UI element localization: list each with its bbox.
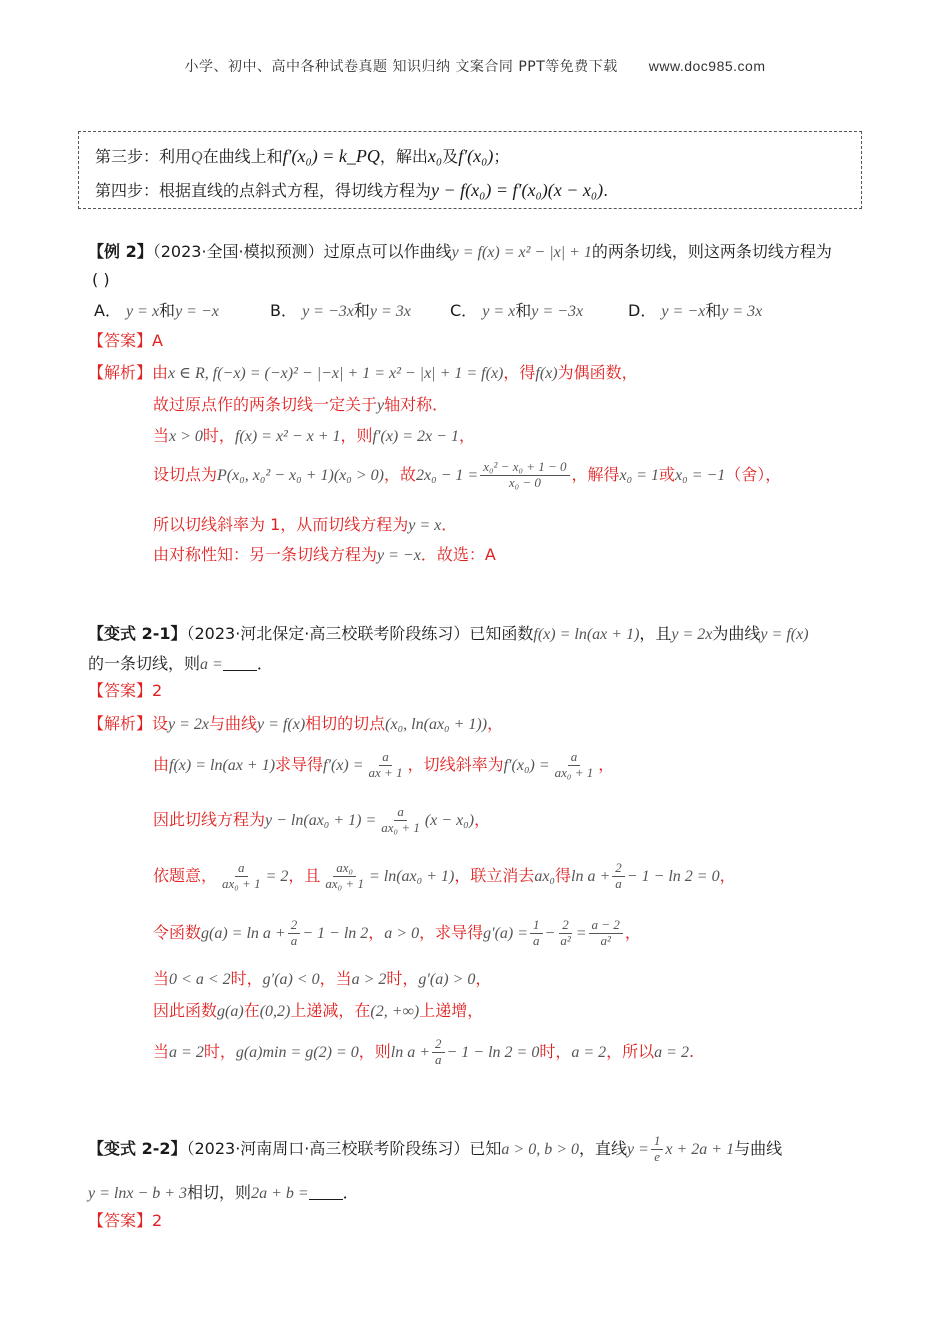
fraction: $\frac{a}{\text{ax₀ + 1}}$: [222, 860, 261, 891]
example2-answer: 【答案】A: [88, 331, 163, 350]
fraction: $\frac{1}{e}$: [651, 1134, 664, 1165]
variant21-analysis-8: 当a = 2时，g(a)min = g(2) = 0，则ln a + $\frac{2}{a}$ − 1 − ln 2 = 0时，a = 2，所以a = 2.: [153, 1036, 695, 1067]
example2-question: 【例 2】（2023·全国·模拟预测）过原点可以作曲线y = f(x) = x² − |x| + 1的两条切线，则这两条切线方程为: [88, 242, 832, 261]
header-site[interactable]: www.doc985.com: [648, 58, 766, 74]
variant22-question-2: y = lnx − b + 3相切，则2a + b = ．: [88, 1183, 359, 1202]
steps-box: [78, 131, 862, 209]
example2-analysis-2: 故过原点作的两条切线一定关于y轴对称．: [153, 395, 449, 414]
option-c[interactable]: C． y = x和y = −3x: [450, 301, 584, 320]
option-d[interactable]: D． y = −x和y = 3x: [628, 301, 763, 320]
variant21-analysis-1: 【解析】设y = 2x与曲线y = f(x)相切的切点(x₀, ln(ax₀ + 1))，: [88, 714, 504, 733]
fraction: $\frac{2}{\text{a²}}$: [560, 917, 571, 948]
option-b[interactable]: B． y = −3x和y = 3x: [270, 301, 411, 320]
variant21-question: 【变式 2-1】（2023·河北保定·高三校联考阶段练习）已知函数f(x) = ln(ax + 1)，且y = 2x为曲线y = f(x): [88, 624, 809, 643]
example2-analysis-3: 当x > 0时，f(x) = x² − x + 1，则f′(x) = 2x − 1，: [153, 426, 475, 445]
fraction: $\frac{2}{a}$: [612, 861, 625, 892]
step3-line: 第三步：利用Q在曲线上和f′(x₀) = k_PQ，解出x₀及f′(x₀)；: [95, 146, 510, 166]
step4-line: 第四步：根据直线的点斜式方程，得切线方程为y − f(x₀) = f′(x₀)(x − x₀).: [95, 180, 609, 200]
fraction: $\frac{1}{a}$: [530, 918, 543, 949]
fraction: $\frac{2}{a}$: [288, 918, 301, 949]
example2-paren: ( ): [92, 270, 110, 289]
header-text: 小学、初中、高中各种试卷真题 知识归纳 文案合同 PPT等免费下载: [184, 59, 618, 75]
answer-blank[interactable]: [309, 1185, 343, 1200]
example2-analysis-4: 设切点为P(x₀, x₀² − x₀ + 1)(x₀ > 0)，故2x₀ − 1 = $\frac{\text{x₀² − x₀ + 1 − 0}}{\text{x₀ − 0}}$ ，解得x₀ = 1或x₀ = −1（舍），: [153, 459, 782, 490]
answer-blank[interactable]: [223, 656, 257, 671]
variant21-analysis-4: 依题意， $\frac{a}{\text{ax₀ + 1}}$ = 2，且 $\frac{\text{ax₀}}{\text{ax₀ + 1}}$ = ln(ax₀ + 1)，联立消去ax₀得ln a + $\frac{2}{a}$ − 1 − ln 2 = 0，: [153, 860, 736, 891]
variant21-analysis-6: 当0 < a < 2时，g′(a) < 0，当a > 2时，g′(a) > 0，: [153, 969, 492, 988]
variant22-question: 【变式 2-2】（2023·河南周口·高三校联考阶段练习）已知a > 0, b > 0，直线y = $\frac{1}{e}$ x + 2a + 1与曲线: [88, 1133, 783, 1164]
variant21-analysis-3: 因此切线方程为y − ln(ax₀ + 1) = $\frac{a}{\text{ax₀ + 1}}$ (x − x₀)，: [153, 804, 491, 835]
fraction: $\frac{a}{\text{ax₀ + 1}}$: [554, 749, 594, 780]
option-a[interactable]: A． y = x和y = −x: [94, 301, 219, 320]
variant21-question-2: 的一条切线，则a = ．: [88, 654, 273, 673]
example2-analysis-6: 由对称性知：另一条切线方程为y = −x．故选：A: [153, 545, 496, 564]
variant21-analysis-5: 令函数g(a) = ln a + $\frac{2}{a}$ − 1 − ln 2，a > 0，求导得g′(a) = $\frac{1}{a}$ − $\frac{2}{\text{a²}}$ = $\frac{a - 2}{\text{a²}}$ ，: [153, 917, 641, 948]
variant21-answer: 【答案】2: [88, 681, 163, 700]
page-header: [0, 56, 950, 76]
example2-analysis-1: 【解析】由x ∈ R, f(−x) = (−x)² − |−x| + 1 = x² − |x| + 1 = f(x)，得f(x)为偶函数，: [88, 363, 638, 382]
fraction: $\frac{\text{x₀² − x₀ + 1 − 0}}{\text{x₀ − 0}}$: [480, 460, 569, 491]
variant22-answer: 【答案】2: [88, 1211, 163, 1230]
variant21-analysis-7: 因此函数g(a)在(0,2)上递减，在(2, +∞)上递增，: [153, 1001, 484, 1020]
fraction: $\frac{a - 2}{\text{a²}}$: [589, 918, 623, 949]
fraction: $\frac{2}{a}$: [432, 1037, 445, 1068]
fraction: $\frac{a}{ax + 1}$: [368, 749, 403, 780]
fraction: $\frac{\text{ax₀}}{\text{ax₀ + 1}}$: [325, 860, 364, 891]
fraction: $\frac{a}{\text{ax₀ + 1}}$: [381, 804, 420, 835]
variant21-analysis-2: 由f(x) = ln(ax + 1)求导得f′(x) = $\frac{a}{ax + 1}$ ，切线斜率为f′(x₀) = $\frac{a}{\text{ax₀ + 1}}$ ，: [153, 749, 615, 780]
example2-analysis-5: 所以切线斜率为 1，从而切线方程为y = x．: [153, 515, 458, 534]
